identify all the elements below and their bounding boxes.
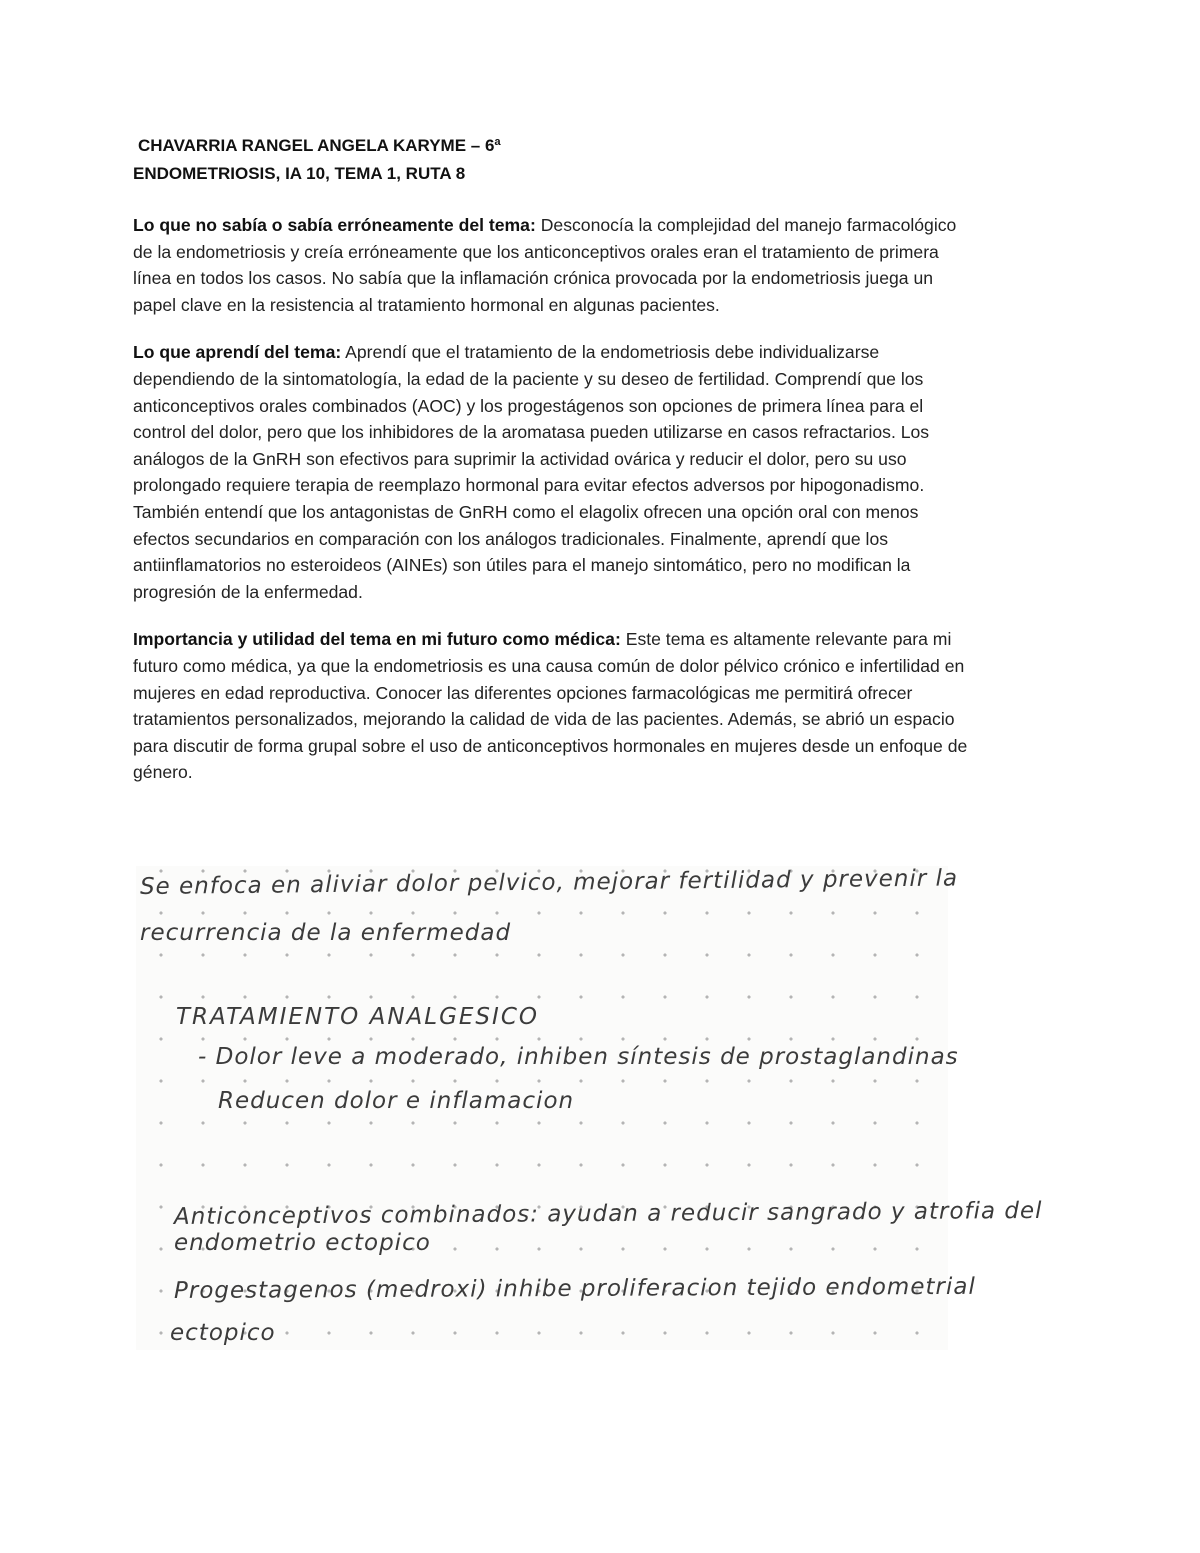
handwritten-notes-image bbox=[136, 865, 1043, 1350]
note-line: TRATAMIENTO ANALGESICO bbox=[176, 1004, 539, 1030]
note-line: recurrencia de la enfermedad bbox=[140, 920, 512, 946]
note-line: ectopico bbox=[170, 1320, 276, 1346]
note-line: Anticonceptivos combinados: ayudan a reducir sangrado y atrofia del bbox=[173, 1197, 1043, 1230]
topic-line: ENDOMETRIOSIS, IA 10, TEMA 1, RUTA 8 bbox=[133, 164, 466, 183]
paragraph-heading: Lo que aprendí del tema: bbox=[133, 342, 342, 363]
author-line: CHAVARRIA RANGEL ANGELA KARYME – 6ª bbox=[138, 136, 501, 155]
document-body bbox=[133, 212, 973, 807]
paragraph-text: Este tema es altamente relevante para mi futuro como médica, ya que la endometriosis es una causa común de dolor pélvico crónico e infertilidad en mujeres en edad reproductiva. Conocer las diferentes opciones farmacológicas me permitirá ofrecer tratamientos personalizados, mejorando la calidad de vida de las pacientes. Además, se abrió un espacio para discutir de forma grupal sobre el uso de anticonceptivos hormonales en mujeres desde un enfoque de género. bbox=[133, 629, 968, 783]
note-line: - Dolor leve a moderado, inhiben síntesis de prostaglandinas bbox=[198, 1044, 959, 1070]
paragraph-heading: Lo que no sabía o sabía erróneamente del tema: bbox=[133, 215, 536, 235]
document-header bbox=[133, 132, 501, 188]
paragraph-text: Desconocía la complejidad del manejo farmacológico de la endometriosis y creía erróneamente que los anticonceptivos orales eran el tratamiento de primera línea en todos los casos. No sabía que la inflamación crónica provocada por la endometriosis juega un papel clave en la resistencia al tratamiento hormonal en algunas pacientes. bbox=[133, 215, 957, 315]
note-line: Progestagenos (medroxi) inhibe proliferacion tejido endometrial bbox=[173, 1273, 976, 1304]
paragraph-importance bbox=[133, 626, 973, 786]
note-line: endometrio ectopico bbox=[174, 1230, 431, 1256]
note-line: Reducen dolor e inflamacion bbox=[218, 1088, 575, 1114]
note-line: Se enfoca en aliviar dolor pelvico, mejorar fertilidad y prevenir la bbox=[139, 865, 959, 900]
paragraph-heading: Importancia y utilidad del tema en mi futuro como médica: bbox=[133, 629, 621, 650]
paragraph-prior-knowledge bbox=[133, 212, 973, 318]
paragraph-text: Aprendí que el tratamiento de la endometriosis debe individualizarse dependiendo de la sintomatología, la edad de la paciente y su deseo de fertilidad. Comprendí que los anticonceptivos orales combinados (AOC) y los progestágenos son opciones de primera línea para el control del dolor, pero que los inhibidores de la aromatasa pueden utilizarse en casos refractarios. Los análogos de la GnRH son efectivos para suprimir la actividad ovárica y reducir el dolor, pero su uso prolongado requiere terapia de reemplazo hormonal para evitar efectos adversos por hipogonadismo. También entendí que los antagonistas de GnRH como el elagolix ofrecen una opción oral con menos efectos secundarios en comparación con los análogos tradicionales. Finalmente, aprendí que los antiinflamatorios no esteroideos (AINEs) son útiles para el manejo sintomático, pero no modifican la progresión de la enfermedad. bbox=[133, 342, 930, 602]
paragraph-learned bbox=[133, 339, 973, 605]
